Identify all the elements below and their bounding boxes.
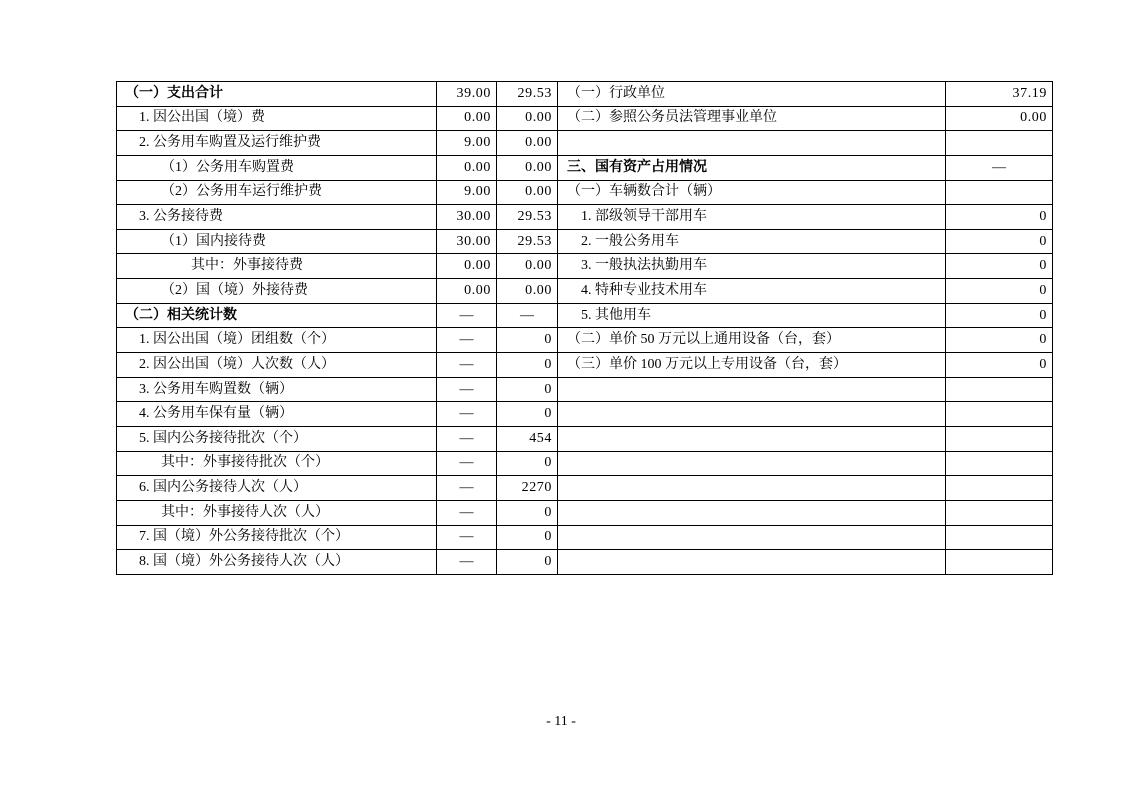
value-1-cell: —	[437, 500, 497, 525]
value-1-cell: —	[437, 303, 497, 328]
table-row	[117, 476, 1053, 501]
right-value-cell: 0	[946, 353, 1053, 378]
value-2-cell: 0.00	[497, 155, 558, 180]
item-cell: 4. 公务用车保有量（辆）	[117, 402, 437, 427]
right-item-cell-empty	[558, 476, 946, 501]
value-1-cell: —	[437, 402, 497, 427]
item-cell: （1）公务用车购置费	[117, 155, 437, 180]
value-1-cell: —	[437, 476, 497, 501]
value-2-cell: 0	[497, 451, 558, 476]
table-row	[117, 377, 1053, 402]
value-2-cell: —	[497, 303, 558, 328]
item-cell: （2）公务用车运行维护费	[117, 180, 437, 205]
table-row	[117, 205, 1053, 230]
right-item-cell-empty	[558, 402, 946, 427]
value-2-cell: 0.00	[497, 254, 558, 279]
item-cell: 其中：外事接待费	[117, 254, 437, 279]
item-cell: 3. 公务用车购置数（辆）	[117, 377, 437, 402]
right-item-cell: 3. 一般执法执勤用车	[558, 254, 946, 279]
table-row	[117, 254, 1053, 279]
item-cell: （1）国内接待费	[117, 229, 437, 254]
value-1-cell: 9.00	[437, 180, 497, 205]
table-row	[117, 500, 1053, 525]
item-cell: （2）国（境）外接待费	[117, 279, 437, 304]
value-1-cell: —	[437, 550, 497, 575]
value-1-cell: 39.00	[437, 82, 497, 107]
value-2-cell: 0	[497, 500, 558, 525]
table-row	[117, 426, 1053, 451]
right-value-cell: 0	[946, 254, 1053, 279]
value-2-cell: 0	[497, 328, 558, 353]
value-2-cell: 29.53	[497, 205, 558, 230]
item-cell: 5. 国内公务接待批次（个）	[117, 426, 437, 451]
value-1-cell: —	[437, 426, 497, 451]
right-item-cell-empty	[558, 377, 946, 402]
value-2-cell: 0	[497, 377, 558, 402]
item-cell: 1. 因公出国（境）团组数（个）	[117, 328, 437, 353]
right-item-cell-empty	[558, 550, 946, 575]
table-row	[117, 525, 1053, 550]
table-row	[117, 353, 1053, 378]
item-cell: 8. 国（境）外公务接待人次（人）	[117, 550, 437, 575]
right-item-cell: 三、国有资产占用情况	[558, 155, 946, 180]
right-item-cell: （二）参照公务员法管理事业单位	[558, 106, 946, 131]
right-value-cell-empty	[946, 451, 1053, 476]
value-1-cell: —	[437, 328, 497, 353]
value-2-cell: 0	[497, 525, 558, 550]
item-cell: 3. 公务接待费	[117, 205, 437, 230]
item-cell: 其中：外事接待人次（人）	[117, 500, 437, 525]
value-1-cell: 0.00	[437, 155, 497, 180]
expenditure-asset-table	[116, 81, 1053, 575]
item-cell: （一）支出合计	[117, 82, 437, 107]
right-item-cell-empty	[558, 426, 946, 451]
table-row	[117, 279, 1053, 304]
right-value-cell-empty	[946, 377, 1053, 402]
item-cell: 7. 国（境）外公务接待批次（个）	[117, 525, 437, 550]
value-1-cell: 0.00	[437, 279, 497, 304]
right-value-cell: 0	[946, 303, 1053, 328]
table-row	[117, 402, 1053, 427]
right-item-cell: （二）单价 50 万元以上通用设备（台，套）	[558, 328, 946, 353]
table-row	[117, 180, 1053, 205]
right-value-cell-empty	[946, 131, 1053, 156]
table-row	[117, 82, 1053, 107]
right-value-cell-empty	[946, 500, 1053, 525]
right-value-cell: —	[946, 155, 1053, 180]
item-cell: 2. 因公出国（境）人次数（人）	[117, 353, 437, 378]
table-row	[117, 451, 1053, 476]
item-cell: 1. 因公出国（境）费	[117, 106, 437, 131]
right-value-cell-empty	[946, 550, 1053, 575]
right-value-cell-empty	[946, 180, 1053, 205]
page-number: - 11 -	[546, 714, 576, 729]
right-item-cell-empty	[558, 525, 946, 550]
right-value-cell-empty	[946, 525, 1053, 550]
right-item-cell: 4. 特种专业技术用车	[558, 279, 946, 304]
table-row	[117, 106, 1053, 131]
value-2-cell: 0	[497, 402, 558, 427]
value-1-cell: —	[437, 353, 497, 378]
value-2-cell: 0.00	[497, 106, 558, 131]
item-cell: 其中：外事接待批次（个）	[117, 451, 437, 476]
table-row	[117, 303, 1053, 328]
table-row	[117, 131, 1053, 156]
right-value-cell: 0	[946, 205, 1053, 230]
value-1-cell: 30.00	[437, 205, 497, 230]
right-value-cell-empty	[946, 426, 1053, 451]
right-value-cell: 0	[946, 229, 1053, 254]
right-item-cell: 2. 一般公务用车	[558, 229, 946, 254]
value-2-cell: 0	[497, 353, 558, 378]
table-row	[117, 229, 1053, 254]
right-value-cell: 0.00	[946, 106, 1053, 131]
item-cell: 2. 公务用车购置及运行维护费	[117, 131, 437, 156]
value-1-cell: —	[437, 525, 497, 550]
right-value-cell-empty	[946, 402, 1053, 427]
table-row	[117, 155, 1053, 180]
value-2-cell: 0.00	[497, 279, 558, 304]
right-item-cell: （一）行政单位	[558, 82, 946, 107]
value-1-cell: —	[437, 377, 497, 402]
right-value-cell: 37.19	[946, 82, 1053, 107]
right-value-cell-empty	[946, 476, 1053, 501]
value-2-cell: 29.53	[497, 229, 558, 254]
item-cell: （二）相关统计数	[117, 303, 437, 328]
value-1-cell: 9.00	[437, 131, 497, 156]
value-2-cell: 2270	[497, 476, 558, 501]
value-2-cell: 0.00	[497, 180, 558, 205]
right-item-cell: （一）车辆数合计（辆）	[558, 180, 946, 205]
right-value-cell: 0	[946, 279, 1053, 304]
table-row	[117, 550, 1053, 575]
value-1-cell: 0.00	[437, 254, 497, 279]
value-1-cell: 0.00	[437, 106, 497, 131]
item-cell: 6. 国内公务接待人次（人）	[117, 476, 437, 501]
value-2-cell: 29.53	[497, 82, 558, 107]
value-2-cell: 0	[497, 550, 558, 575]
value-2-cell: 0.00	[497, 131, 558, 156]
right-value-cell: 0	[946, 328, 1053, 353]
right-item-cell-empty	[558, 131, 946, 156]
right-item-cell-empty	[558, 500, 946, 525]
value-1-cell: —	[437, 451, 497, 476]
table-row	[117, 328, 1053, 353]
right-item-cell-empty	[558, 451, 946, 476]
right-item-cell: 5. 其他用车	[558, 303, 946, 328]
right-item-cell: 1. 部级领导干部用车	[558, 205, 946, 230]
value-2-cell: 454	[497, 426, 558, 451]
right-item-cell: （三）单价 100 万元以上专用设备（台，套）	[558, 353, 946, 378]
value-1-cell: 30.00	[437, 229, 497, 254]
